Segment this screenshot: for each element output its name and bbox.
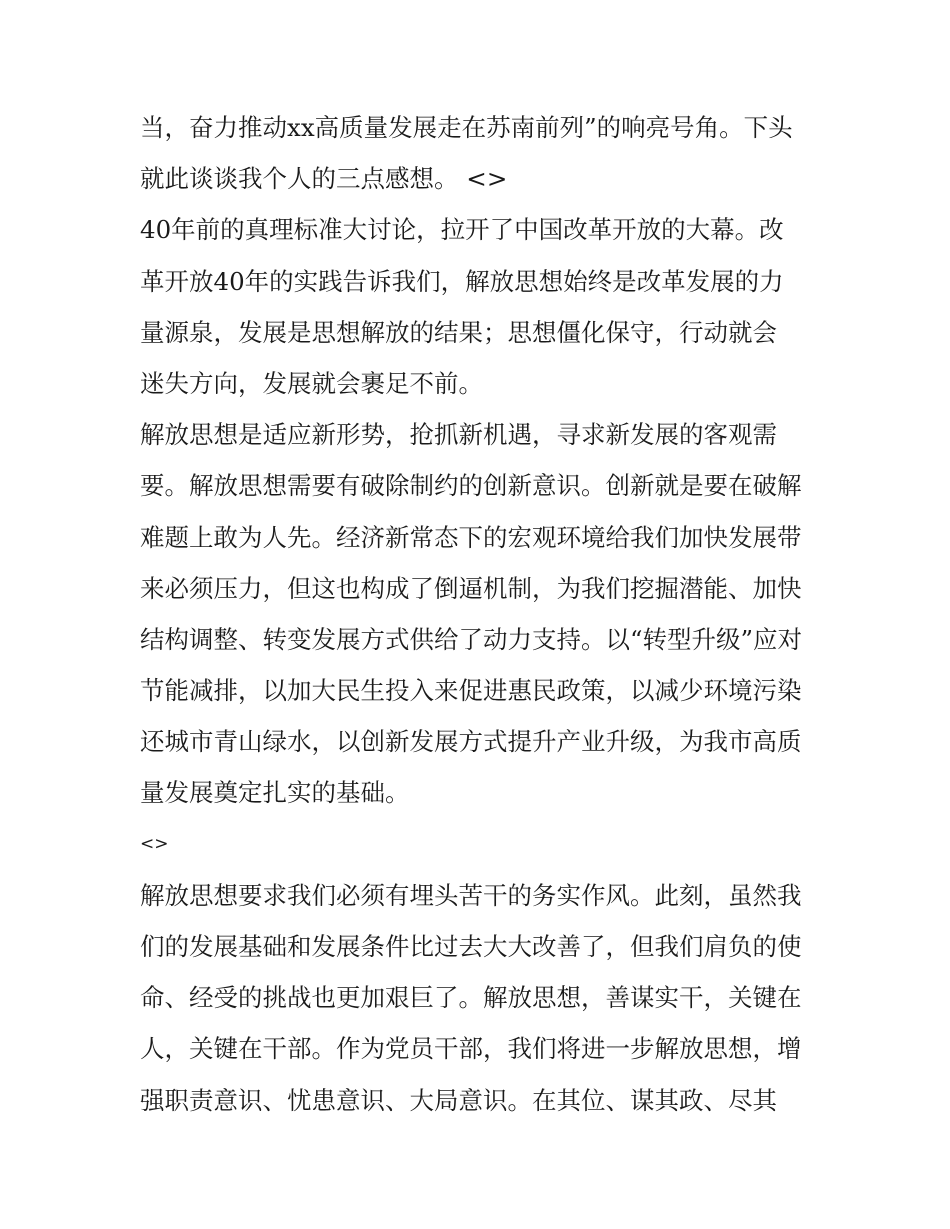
text-line: 要。解放思想需要有破除制约的创新意识。创新就是要在破解 [140, 471, 802, 501]
text-line: 解放思想要求我们必须有埋头苦干的务实作风。此刻，虽然我 [140, 880, 802, 910]
text-line: 就此谈谈我个人的三点感想。 <> [140, 164, 508, 194]
text-line: 们的发展基础和发展条件比过去大大改善了，但我们肩负的使 [140, 932, 802, 961]
text-line: 40年前的真理标准大讨论，拉开了中国改革开放的大幕。改 [140, 215, 784, 245]
document-body [140, 102, 820, 1126]
text-line: 迷失方向，发展就会裹足不前。 [140, 368, 483, 398]
text-line: 革开放40年的实践告诉我们，解放思想始终是改革发展的力 [140, 266, 784, 296]
text-line: 还城市青山绿水，以创新发展方式提升产业升级，为我市高质 [140, 727, 802, 757]
text-line: 难题上敢为人先。经济新常态下的宏观环境给我们加快发展带 [140, 522, 802, 552]
text-line: 人，关键在干部。作为党员干部，我们将进一步解放思想，增 [140, 1034, 802, 1064]
text-line: 命、经受的挑战也更加艰巨了。解放思想，善谋实干，关键在 [140, 983, 802, 1013]
text-line: 当，奋力推动xx高质量发展走在苏南前列”的响亮号角。下头 [140, 113, 793, 142]
text-line: 节能减排，以加大民生投入来促进惠民政策，以减少环境污染 [140, 676, 802, 706]
text-line: 来必须压力，但这也构成了倒逼机制，为我们挖掘潜能、加快 [140, 573, 802, 603]
text-line: 结构调整、转变发展方式供给了动力支持。以“转型升级”应对 [140, 624, 803, 654]
text-line-marker: <> [140, 833, 169, 854]
text-line: 量发展奠定扎实的基础。 [140, 778, 410, 808]
text-line: 量源泉，发展是思想解放的结果；思想僵化保守，行动就会 [140, 317, 777, 347]
text-line: 强职责意识、忧患意识、大局意识。在其位、谋其政、尽其 [140, 1085, 777, 1115]
text-line: 解放思想是适应新形势，抢抓新机遇，寻求新发展的客观需 [140, 420, 777, 450]
